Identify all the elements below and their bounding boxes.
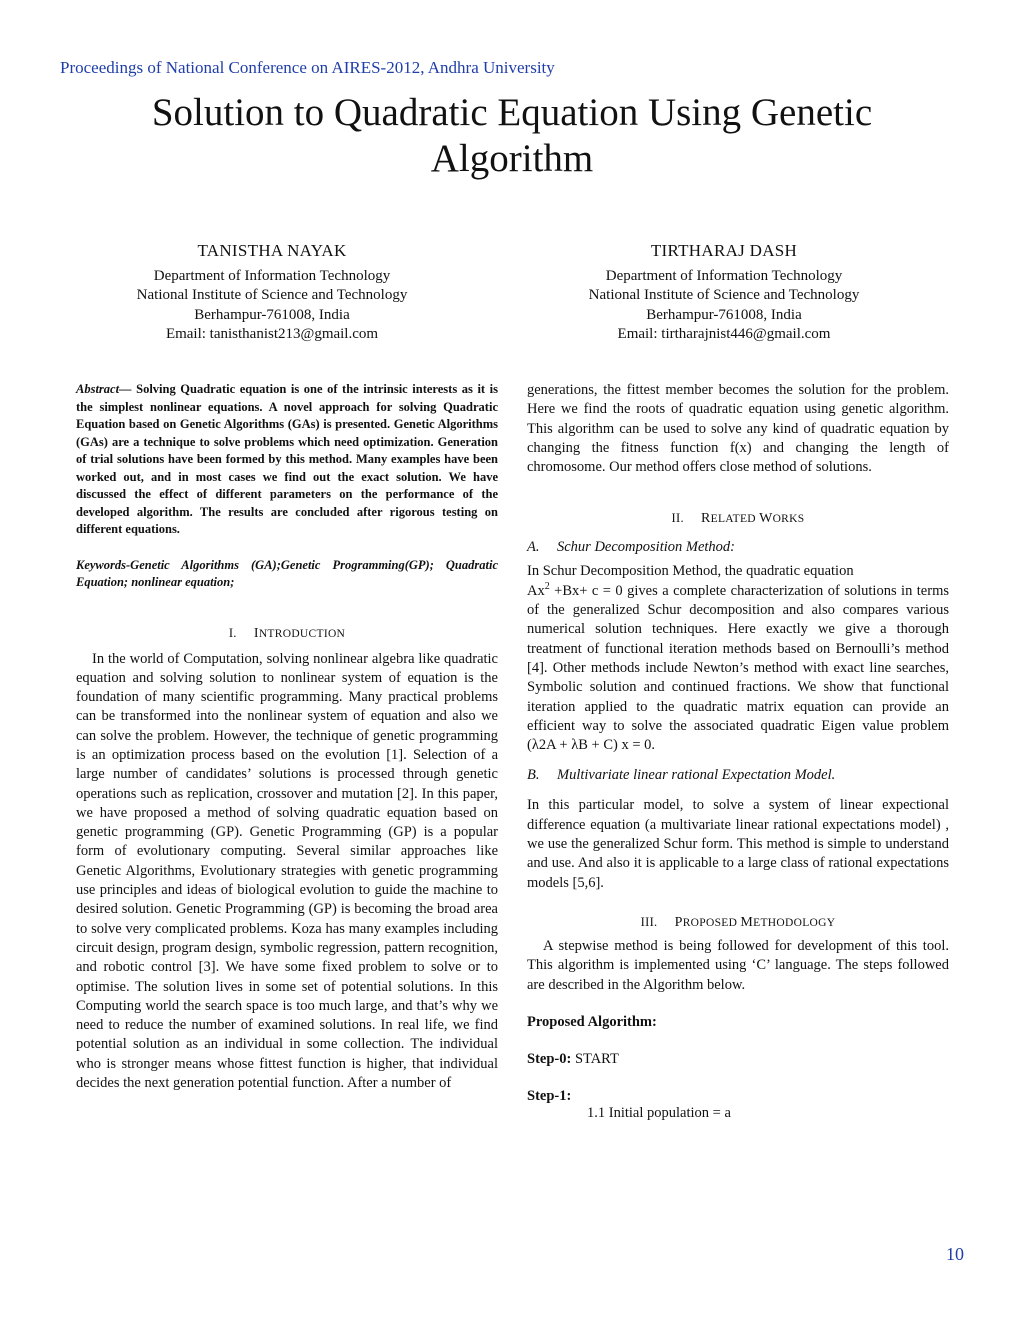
subsection-heading-a: A. Schur Decomposition Method: — [527, 539, 735, 556]
algorithm-step-1-item: 1.1 Initial population = a — [587, 1105, 731, 1122]
running-head: Proceedings of National Conference on AIRES-2012, Andhra University — [60, 58, 555, 77]
abstract — [76, 381, 498, 539]
author-city: Berhampur-761008, India — [194, 306, 350, 323]
author-department: Department of Information Technology — [605, 267, 843, 284]
algorithm-step-0: Step-0: START — [527, 1050, 619, 1067]
paper-title — [0, 90, 1024, 182]
author-email: Email: tirtharajnist446@gmail.com — [617, 326, 831, 342]
keywords: Keywords-Genetic Algorithms (GA);Genetic Programming(GP); Quadratic Equation; nonlinear equation; — [76, 557, 498, 589]
algorithm-heading: Proposed Algorithm: — [527, 1013, 657, 1030]
author-block-2 — [534, 241, 914, 345]
author-email: Email: tanisthanist213@gmail.com — [165, 326, 379, 342]
author-city: Berhampur-761008, India — [646, 306, 802, 323]
multivariate-model-text: In this particular model, to solve a system of linear expectional difference equation (a multivariate linear rational expectations model) , we use the generalized Schur form. This method is simple to understand and use. And also it is applicable to a large class of rational expectations models [5,6]. — [527, 797, 949, 891]
abstract-text: Solving Quadratic equation is one of the intrinsic interests as it is the simplest nonlinear equations. A novel approach for solving Quadratic Equation based on Genetic Algorithms (GAs) is presented. Genetic Algorithms (GAs) are a technique to solve problems which need optimization. Generation of trial solutions have been formed by this method. Many examples have been worked out, and in most cases we find out the exact solution. We have discussed the effect of different parameters on the performance of the developed algorithm. The results are concluded after rigorous testing on different equations. — [76, 382, 498, 536]
abstract-lead: Abstract— — [76, 382, 132, 396]
page-number: 10 — [946, 1244, 964, 1264]
introduction-text: In the world of Computation, solving nonlinear algebra like quadratic equation and solving solution to nonlinear system of equation is the foundation of many scientific programming. Many practical problems can be transformed into the nonlinear system of equation and also we can solve the problem. However, the technique of genetic programming is an optimization process based on the evolution [1]. Selection of a large number of candidates’ solutions is processed through genetic operations such as replication, crossover and mutation [2]. In this paper, we have proposed a method of solving quadratic equation based on genetic programming (GP). Genetic Programming (GP) is a popular form of evolutionary computing. Several similar approaches like Genetic Algorithms, Evolutionary strategies with genetic programming use principles and ideas of biological evolution to guide the machine to desired solution. Genetic Programming (GP) is becoming the broad area to solve very complicated problems. Koza has many examples including circuit design, program design, symbolic regression, pattern recognition, and robotic control [3]. We have some fixed problem to solve or to optimise. The solution lives in some set of potential solutions. In this Computing world the search space is too much large, and that’s why we need to reduce the number of examined solutions. In real life, we find potential solution as an individual in some collection. The individual who is stronger means whose fittest function is higher, that individual decides the next generation potential function. After a number of — [76, 650, 498, 1092]
subsection-heading-b: B. Multivariate linear rational Expectation Model. — [527, 767, 836, 784]
right-column — [527, 381, 949, 1122]
methodology-text: A stepwise method is being followed for development of this tool. This algorithm is implemented using ‘C’ language. The steps followed are described in the Algorithm below. — [527, 937, 949, 993]
author-institute: National Institute of Science and Technology — [136, 287, 408, 303]
introduction-continued: generations, the fittest member becomes the solution for the problem. Here we find the roots of quadratic equation using genetic algorithm. This algorithm can be used to solve any kind of quadratic equation by changing the fitness function f(x) and changing the length of chromosome. Our method offers close method of solutions. — [527, 382, 949, 476]
title-line-2: Algorithm — [430, 137, 594, 180]
author-institute: National Institute of Science and Technology — [588, 287, 860, 303]
section-heading-introduction: I. INTRODUCTION — [228, 625, 346, 641]
author-name: TIRTHARAJ DASH — [650, 241, 798, 260]
author-department: Department of Information Technology — [153, 267, 391, 284]
schur-method-text: In Schur Decomposition Method, the quadratic equation $Ax^2 +Bx+ c = 0$ gives a complete characterization of solutions in terms of the generalized Schur decomposition and also compares various numerical solution techniques. Here exactly we give a thorough treatment of functional iteration methods based on Bernoulli’s method [4]. Other methods include Newton’s method with exact line searches, Symbolic solution and continued fractions. We show that functional iteration applied to the quadratic matrix equation can provide an efficient way to solve the associated quadratic Eigen value problem (λ2A + λB + C) x = 0. — [527, 563, 949, 754]
title-line-1: Solution to Quadratic Equation Using Genetic — [151, 91, 873, 134]
author-name: TANISTHA NAYAK — [197, 241, 347, 260]
algorithm-step-1-label: Step-1: — [527, 1088, 572, 1105]
left-column — [76, 381, 498, 1093]
author-block-1 — [82, 241, 462, 345]
section-heading-methodology: III. PROPOSED METHODOLOGY — [640, 914, 836, 930]
section-heading-related-works: II. RELATED WORKS — [671, 511, 805, 527]
